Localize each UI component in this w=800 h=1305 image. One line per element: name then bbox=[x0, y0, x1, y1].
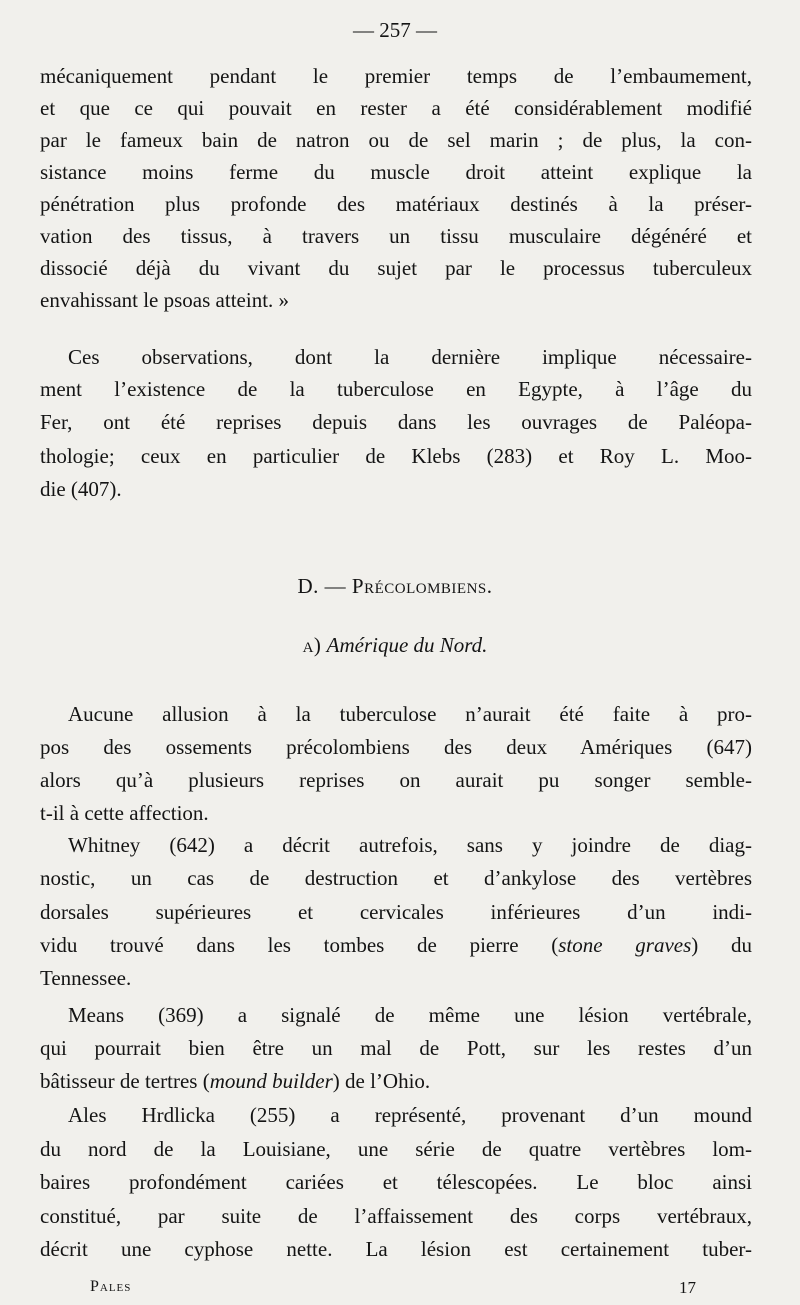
text-line: Ales Hrdlicka (255) a représenté, provenant d’un mound bbox=[68, 1103, 752, 1127]
text-line: die (407). bbox=[40, 477, 122, 501]
text-line: Fer, ont été reprises depuis dans les ouvrages de Paléopa- bbox=[40, 410, 752, 434]
text-line: alors qu’à plusieurs reprises on aurait pu songer semble- bbox=[40, 768, 752, 792]
text-line: décrit une cyphose nette. La lésion est certainement tuber- bbox=[40, 1237, 752, 1261]
text-line: envahissant le psoas atteint. » bbox=[40, 288, 290, 312]
text-line: Ces observations, dont la dernière implique nécessaire- bbox=[68, 345, 752, 369]
text-segment: ) du bbox=[691, 933, 752, 957]
text-line: et que ce qui pouvait en rester a été considérablement modifié bbox=[40, 96, 752, 120]
text-line: du nord de la Louisiane, une série de quatre vertèbres lom- bbox=[40, 1137, 752, 1161]
text-line: qui pourrait bien être un mal de Pott, sur les restes d’un bbox=[40, 1036, 752, 1060]
text-line: t-il à cette affection. bbox=[40, 801, 209, 825]
italic-term: stone graves bbox=[558, 933, 692, 957]
text-segment: ) de l’Ohio. bbox=[332, 1069, 431, 1093]
text-segment: bâtisseur de tertres ( bbox=[40, 1069, 210, 1093]
text-line: Tennessee. bbox=[40, 966, 132, 990]
text-line bbox=[40, 1069, 752, 1094]
text-line: mécaniquement pendant le premier temps de l’embaumement, bbox=[40, 64, 752, 88]
page-number: — 257 — bbox=[353, 18, 437, 42]
text-line: pos des ossements précolombiens des deux Amériques (647) bbox=[40, 735, 752, 759]
text-line: pénétration plus profonde des matériaux destinés à la préser- bbox=[40, 192, 752, 216]
footer-signature: 17 bbox=[679, 1278, 696, 1297]
text-line: sistance moins ferme du muscle droit atteint explique la bbox=[40, 160, 752, 184]
subsection-prefix: a) bbox=[302, 633, 322, 657]
footer-author: Pales bbox=[90, 1278, 132, 1295]
text-line: dorsales supérieures et cervicales inférieures d’un indi- bbox=[40, 900, 752, 924]
text-line: baires profondément cariées et télescopées. Le bloc ainsi bbox=[40, 1170, 752, 1194]
text-segment: vidu trouvé dans les tombes de pierre ( bbox=[40, 933, 559, 957]
text-line: vation des tissus, à travers un tissu musculaire dégénéré et bbox=[40, 224, 752, 248]
text-line: Means (369) a signalé de même une lésion vertébrale, bbox=[68, 1003, 752, 1027]
text-line: Aucune allusion à la tuberculose n’aurait été faite à pro- bbox=[68, 702, 752, 726]
section-heading: D. — Précolombiens. bbox=[297, 574, 493, 598]
text-line: constitué, par suite de l’affaissement des corps vertébraux, bbox=[40, 1204, 752, 1228]
text-line: nostic, un cas de destruction et d’ankylose des vertèbres bbox=[40, 866, 752, 890]
text-line: Whitney (642) a décrit autrefois, sans y joindre de diag- bbox=[68, 833, 752, 857]
text-line: thologie; ceux en particulier de Klebs (283) et Roy L. Moo- bbox=[40, 444, 752, 468]
subsection-heading bbox=[0, 633, 790, 658]
italic-term: mound builder bbox=[209, 1069, 333, 1093]
text-line: ment l’existence de la tuberculose en Egypte, à l’âge du bbox=[40, 377, 752, 401]
text-line bbox=[40, 933, 752, 958]
text-line: dissocié déjà du vivant du sujet par le processus tuberculeux bbox=[40, 256, 752, 280]
text-line: par le fameux bain de natron ou de sel marin ; de plus, la con- bbox=[40, 128, 752, 152]
subsection-title: Amérique du Nord. bbox=[326, 633, 488, 657]
